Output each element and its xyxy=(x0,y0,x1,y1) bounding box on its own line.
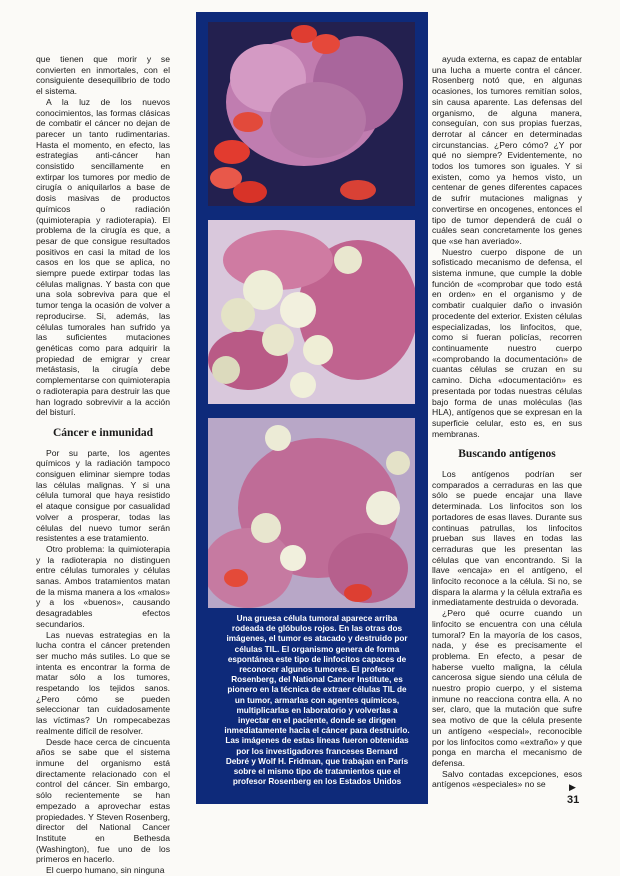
photo-caption: Una gruesa célula tumoral aparece arriba rodeada de glóbulos rojos. En las otras dos imágenes, el tumor es atacado y destruido por células TIL. El organismo genera de forma espontánea este tipo de linfocitos capaces de reconocer algunos tumores. El profesor Rosenberg, del National Cancer Institute, es pionero en la técnica de extraer células TIL de un tumor, armarlas con agentes químicos, multiplicarlas en laboratorio y volverlas a inyectar en el paciente, donde se dirigen inmediatamente hacia el cáncer para destruirlo. Las imágenes de estas líneas fueron obtenidas por los investigadores franceses Bernard Debré y Wolf H. Fridman, que trabajan en París sobre el mismo tipo de tratamientos que el profesor Rosenberg en los Estados Unidos xyxy=(224,614,410,787)
paragraph: Por su parte, los agentes químicos y la radiación tampoco consiguen eliminar siempre todas las células malignas. Y si una célula tumoral que haya resistido el ataque consigue por casualidad volver a prosperar, todas las células del nuevo tumor serán resistentes a ese tratamiento. xyxy=(36,447,170,544)
paragraph: A la luz de los nuevos conocimientos, las formas clásicas de combatir el cáncer no dejan de parecer un tanto rudimentarias. Hasta el momento, en efecto, las estrategias anti-cáncer han consistido sencillamente en extirpar los tumores por medio de cirugía o aniquilarlos a base de dosis masivas de productos químicos o radiación (quimioterapia y radioterapia). El problema de la cirugía es que, a pesar de que consigue resultados positivos en casi la mitad de los casos en los que se aplica, no siempre puede extirpar todas las células malignas. Y basta con que una sola sobreviva para que el tumor tenga la ocasión de volver a reproducirse. Si, además, las células tumorales han sufrido ya las suficientes mutaciones genéticas como para adquirir la propiedad de emigrar y crear metástasis, la cirugía debe complementarse con quimioterapia o radioterapia para destruir las que han logrado sobrevivir a la acción del bisturí. xyxy=(36,96,170,418)
micrograph-tumor-cell-red-cells xyxy=(208,22,415,206)
micrograph-tumor-destroyed xyxy=(208,418,415,608)
right-text-column xyxy=(432,54,582,790)
continue-arrow-icon: ▶ xyxy=(569,782,576,792)
paragraph: El cuerpo humano, sin ninguna xyxy=(46,865,165,876)
paragraph: Las nuevas estrategias en la lucha contra el cáncer pretenden ser mucho más sutiles. Lo que se intenta es encontrar la forma de matar sólo a los tumores, respetando los tejidos sanos. ¿Pero cómo se pueden seleccionar tan cuidadosamente las víctimas? Un rompecabezas realmente difícil de resolver. xyxy=(36,629,170,736)
paragraph: que tienen que morir y se convierten en inmortales, con el consiguiente desequilibrio de todo el sistema. xyxy=(36,54,170,97)
photo-panel xyxy=(196,12,428,804)
paragraph: ayuda externa, es capaz de entablar una lucha a muerte contra el cáncer. Rosenberg notó que, en algunas ocasiones, los tumores remitían solos, sin causa aparente. Las defensas del organismo, de alguna manera, conseguían, con sus propias fuerzas, derrotar al cáncer en determinadas circunstancias. ¿Pero cómo? ¿Y por qué no siempre? Evidentemente, no todos los tumores son iguales. Y si existen, como ya hemos visto, un centenar de genes diferentes capaces de sufrir mutaciones malignas y convertirse en oncogenes, entonces el tipo de tumor dependerá de cuál o cuáles sean concretamente los genes que «se han averiado». xyxy=(432,54,582,246)
section-heading-cancer-inmunidad: Cáncer e inmunidad xyxy=(52,426,154,439)
page-number: 31 xyxy=(567,794,580,806)
left-section-text xyxy=(36,448,170,876)
left-text-column xyxy=(36,54,170,876)
paragraph: ¿Pero qué ocurre cuando un linfocito se encuentra con una célula tumoral? En la mayoría de los casos, nada, y ése es precisamente el problema. En efecto, a pesar de haberse vuelto maligna, la célula cancerosa sigue siendo una célula de nuestro propio cuerpo, y el sistema inmune no reacciona contra ella. A no ser, claro, que la mutación que sufre sea motivo de que la célula presente un antígeno «especial», reconocible por los linfocitos como «extraño» y que ponga en marcha el mecanismo de defensa. xyxy=(432,608,582,768)
paragraph: Salvo contadas excepciones, esos antígenos «especiales» no se xyxy=(432,768,582,790)
micrograph-lymphocytes-attacking xyxy=(208,220,415,404)
right-section-text xyxy=(432,469,582,790)
paragraph: Otro problema: la quimioterapia y la radioterapia no distinguen entre células tumorales y células sanas. Ambos tratamientos matan de la misma manera a los «malos» y a los «buenos», causando desagradables efectos secundarios. xyxy=(36,543,170,629)
left-intro-text xyxy=(36,54,170,418)
section-heading-buscando-antigenos: Buscando antígenos xyxy=(458,448,556,461)
right-intro-text xyxy=(432,54,582,439)
paragraph: Los antígenos podrían ser comparados a cerraduras en las que sólo se puede encajar una llave determinada. Los linfocitos son los portadores de esas llaves. Durante sus continuas patrullas, los linfocitos prueban sus llaves en todas las cerraduras que les presentan las células que van encontrando. Si la llave «encaja» en el antígeno, el linfocito reconoce a la célula. Si no, se dispara la alarma y la célula extraña es inmediatamente destruida o devorada. xyxy=(432,469,582,608)
paragraph: Desde hace cerca de cincuenta años se sabe que el sistema inmune del organismo está directamente relacionado con el control del cáncer. Sin embargo, sólo recientemente se han empezado a aprovechar estas propiedades. Y Steven Rosenberg, director del National Cancer Institute en Bethesda (Washington), fue uno de los primeros en hacerlo. xyxy=(36,736,170,865)
paragraph: Nuestro cuerpo dispone de un sofisticado mecanismo de defensa, el sistema inmune, que cumple la doble función de «comprobar que todo está en orden» en el organismo y de combatir cualquier daño o invasión procedente del exterior. Existen células especializadas, los linfocitos, que, como si fueran policías, recorren continuamente nuestro cuerpo «comprobando la documentación» de cuantas células se cruzan en su camino. Dicha «documentación» es presentada por todas nuestras células bajo forma de unas moléculas (las HLA), antígenos que se expresan en la superficie celular, esto es, en sus membranas. xyxy=(432,246,582,439)
